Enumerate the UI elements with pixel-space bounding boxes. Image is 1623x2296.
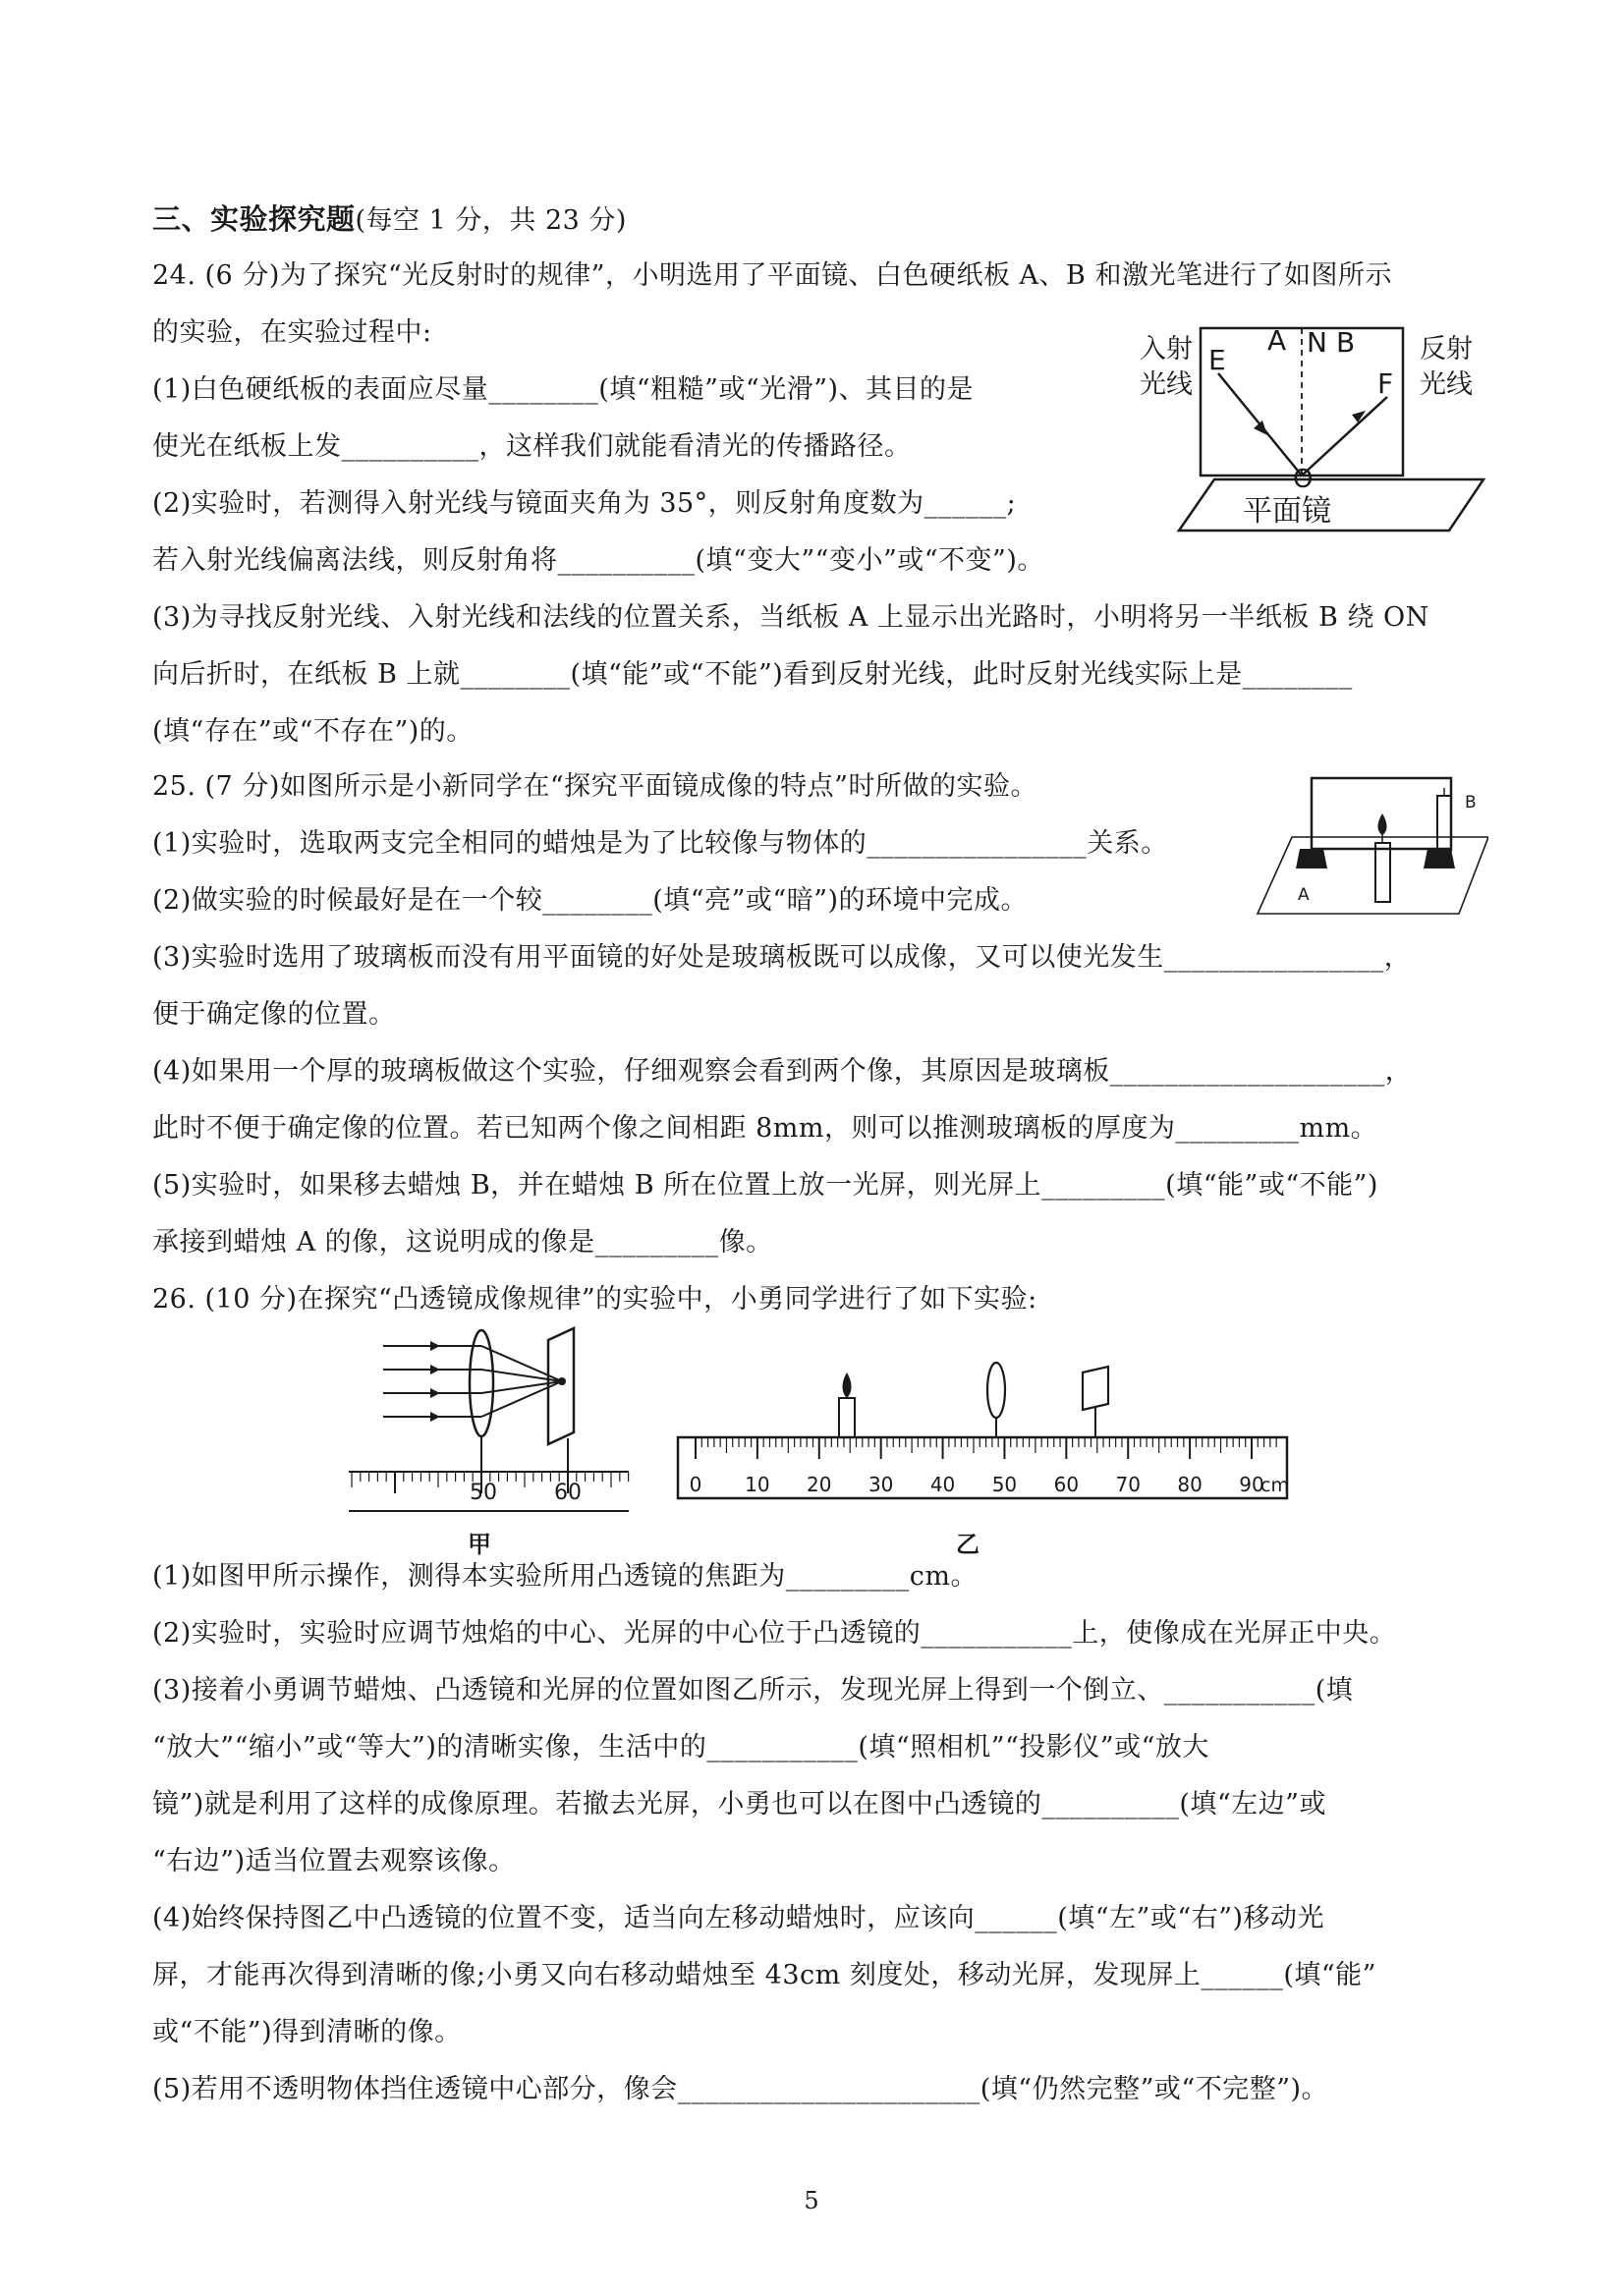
label-O: O bbox=[1293, 465, 1314, 494]
left-stand bbox=[1296, 849, 1327, 868]
q25-line-6: (4)如果用一个厚的玻璃板做这个实验，仔细观察会看到两个像，其原因是玻璃板____________________， bbox=[152, 1056, 1413, 1087]
reflected-label-2: 光线 bbox=[1420, 369, 1473, 400]
candle bbox=[839, 1398, 855, 1437]
q25-line-3: (2)做实验的时候最好是在一个较________(填“亮”或“暗”)的环境中完成。 bbox=[152, 885, 1029, 916]
figure-jia-caption: 甲 bbox=[468, 1531, 491, 1558]
section-title: 三、实验探究题 bbox=[152, 202, 356, 236]
figure-jia bbox=[344, 1324, 639, 1570]
ruler-tick-label: 40 bbox=[929, 1473, 956, 1496]
q24-line-2: 的实验，在实验过程中: bbox=[152, 317, 432, 348]
ray-arrow-icon bbox=[430, 1388, 440, 1398]
focal-point bbox=[558, 1377, 566, 1385]
figure-yi-caption: 乙 bbox=[956, 1531, 979, 1558]
q25-line-4: (3)实验时选用了玻璃板而没有用平面镜的好处是玻璃板既可以成像，又可以使光发生________________， bbox=[152, 942, 1412, 973]
ruler-unit: cm bbox=[1260, 1475, 1289, 1496]
reflection-figure bbox=[1120, 322, 1493, 540]
tick-label-50: 50 bbox=[470, 1481, 497, 1505]
candle-B-label: B bbox=[1465, 793, 1477, 812]
mirror-label: 平面镜 bbox=[1243, 494, 1331, 529]
plane-mirror bbox=[1179, 479, 1483, 531]
q26-line-1: (1)如图甲所示操作，测得本实验所用凸透镜的焦距为_________cm。 bbox=[152, 1561, 978, 1592]
section-note: (每空 1 分，共 23 分) bbox=[355, 205, 627, 236]
label-F: F bbox=[1377, 367, 1394, 400]
ruler-tick-label: 20 bbox=[807, 1473, 832, 1496]
page-number: 5 bbox=[804, 2187, 819, 2214]
q24-line-4: 使光在纸板上发__________，这样我们就能看清光的传播路径。 bbox=[152, 431, 912, 462]
section-heading bbox=[152, 202, 627, 238]
q25-line-9: 承接到蜡烛 A 的像，这说明成的像是_________像。 bbox=[152, 1227, 773, 1258]
ruler-tick-label: 70 bbox=[1115, 1473, 1141, 1496]
candle-A-label: A bbox=[1298, 885, 1310, 905]
q26-line-6: “右边”)适当位置去观察该像。 bbox=[152, 1846, 516, 1876]
figure-yi bbox=[668, 1361, 1297, 1567]
q24-line-7: (3)为寻找反射光线、入射光线和法线的位置关系，当纸板 A 上显示出光路时，小明将另一半纸板 B 绕 ON bbox=[152, 602, 1429, 633]
ray-arrow-icon bbox=[430, 1365, 440, 1374]
q24-line-6: 若入射光线偏离法线，则反射角将__________(填“变大”“变小”或“不变”)。 bbox=[152, 545, 1044, 576]
q26-line-9: 或“不能”)得到清晰的像。 bbox=[152, 2017, 462, 2047]
plane-mirror-imaging-figure bbox=[1253, 766, 1488, 924]
q26-line-4: “放大”“缩小”或“等大”)的清晰实像，生活中的___________(填“照相机”“投影仪”或“放大 bbox=[152, 1732, 1209, 1763]
q26-line-3: (3)接着小勇调节蜡烛、凸透镜和光屏的位置如图乙所示，发现光屏上得到一个倒立、___________(填 bbox=[152, 1675, 1354, 1706]
label-A: A bbox=[1267, 324, 1287, 357]
ruler-tick-label: 10 bbox=[745, 1473, 770, 1496]
ruler-tick-label: 50 bbox=[991, 1473, 1018, 1496]
label-B: B bbox=[1336, 326, 1356, 359]
glass-plate bbox=[1312, 778, 1451, 849]
label-E: E bbox=[1208, 344, 1226, 376]
incident-arrow-icon bbox=[1254, 420, 1267, 435]
ruler-yi-labels bbox=[690, 1473, 1264, 1496]
incident-label-2: 光线 bbox=[1140, 369, 1193, 400]
ruler-yi-ticks bbox=[696, 1437, 1276, 1459]
ray-arrow-icon bbox=[430, 1341, 440, 1351]
candle-A bbox=[1375, 843, 1390, 902]
ruler-tick-label: 0 bbox=[689, 1473, 702, 1496]
q24-line-3: (1)白色硬纸板的表面应尽量________(填“粗糙”或“光滑”)、其目的是 bbox=[152, 374, 975, 405]
ruler-tick-label: 80 bbox=[1177, 1473, 1203, 1496]
q26-line-8: 屏，才能再次得到清晰的像;小勇又向右移动蜡烛至 43cm 刻度处，移动光屏，发现屏上______(填“能” bbox=[152, 1960, 1376, 1990]
q25-line-7: 此时不便于确定像的位置。若已知两个像之间相距 8mm，则可以推测玻璃板的厚度为_________mm。 bbox=[152, 1113, 1378, 1144]
q26-line-2: (2)实验时，实验时应调节烛焰的中心、光屏的中心位于凸透镜的___________上，使像成在光屏正中央。 bbox=[152, 1618, 1397, 1649]
flame-icon bbox=[843, 1372, 852, 1398]
label-N: N bbox=[1307, 326, 1327, 359]
reflected-label-1: 反射 bbox=[1420, 334, 1473, 364]
q24-line-9: (填“存在”或“不存在”)的。 bbox=[152, 716, 474, 747]
q26-line-7: (4)始终保持图乙中凸透镜的位置不变，适当向左移动蜡烛时，应该向______(填“左”或“右”)移动光 bbox=[152, 1903, 1325, 1933]
q26-line-10: (5)若用不透明物体挡住透镜中心部分，像会______________________(填“仍然完整”或“不完整”)。 bbox=[152, 2074, 1329, 2104]
light-screen bbox=[1083, 1367, 1108, 1410]
convex-lens bbox=[987, 1363, 1005, 1418]
q25-line-8: (5)实验时，如果移去蜡烛 B，并在蜡烛 B 所在位置上放一光屏，则光屏上_________(填“能”或“不能”) bbox=[152, 1170, 1378, 1201]
tick-label-60: 60 bbox=[554, 1481, 582, 1505]
ruler-tick-label: 60 bbox=[1053, 1473, 1080, 1496]
reflected-ray bbox=[1302, 397, 1387, 476]
candle-B bbox=[1437, 796, 1451, 851]
ruler-tick-label: 90 bbox=[1239, 1473, 1264, 1496]
incident-label-1: 入射 bbox=[1140, 334, 1193, 364]
q24-line-5: (2)实验时，若测得入射光线与镜面夹角为 35°，则反射角度数为______; bbox=[152, 488, 1017, 519]
q24-line-1: 24. (6 分)为了探究“光反射时的规律”，小明选用了平面镜、白色硬纸板 A、B 和激光笔进行了如图所示 bbox=[152, 260, 1392, 291]
flame-icon bbox=[1378, 813, 1387, 835]
q26-line-5: 镜”)就是利用了这样的成像原理。若撤去光屏，小勇也可以在图中凸透镜的__________(填“左边”或 bbox=[152, 1789, 1326, 1820]
q25-line-1: 25. (7 分)如图所示是小新同学在“探究平面镜成像的特点”时所做的实验。 bbox=[152, 771, 1037, 802]
reflected-arrow-icon bbox=[1352, 411, 1366, 422]
q25-line-5: 便于确定像的位置。 bbox=[152, 999, 396, 1030]
ruler-tick-label: 30 bbox=[867, 1473, 894, 1496]
ray-arrow-icon bbox=[430, 1412, 440, 1422]
q26-intro: 26. (10 分)在探究“凸透镜成像规律”的实验中，小勇同学进行了如下实验: bbox=[152, 1284, 1037, 1315]
q24-line-8: 向后折时，在纸板 B 上就________(填“能”或“不能”)看到反射光线，此时反射光线实际上是________ bbox=[152, 659, 1353, 690]
q25-line-2: (1)实验时，选取两支完全相同的蜡烛是为了比较像与物体的________________关系。 bbox=[152, 828, 1168, 859]
